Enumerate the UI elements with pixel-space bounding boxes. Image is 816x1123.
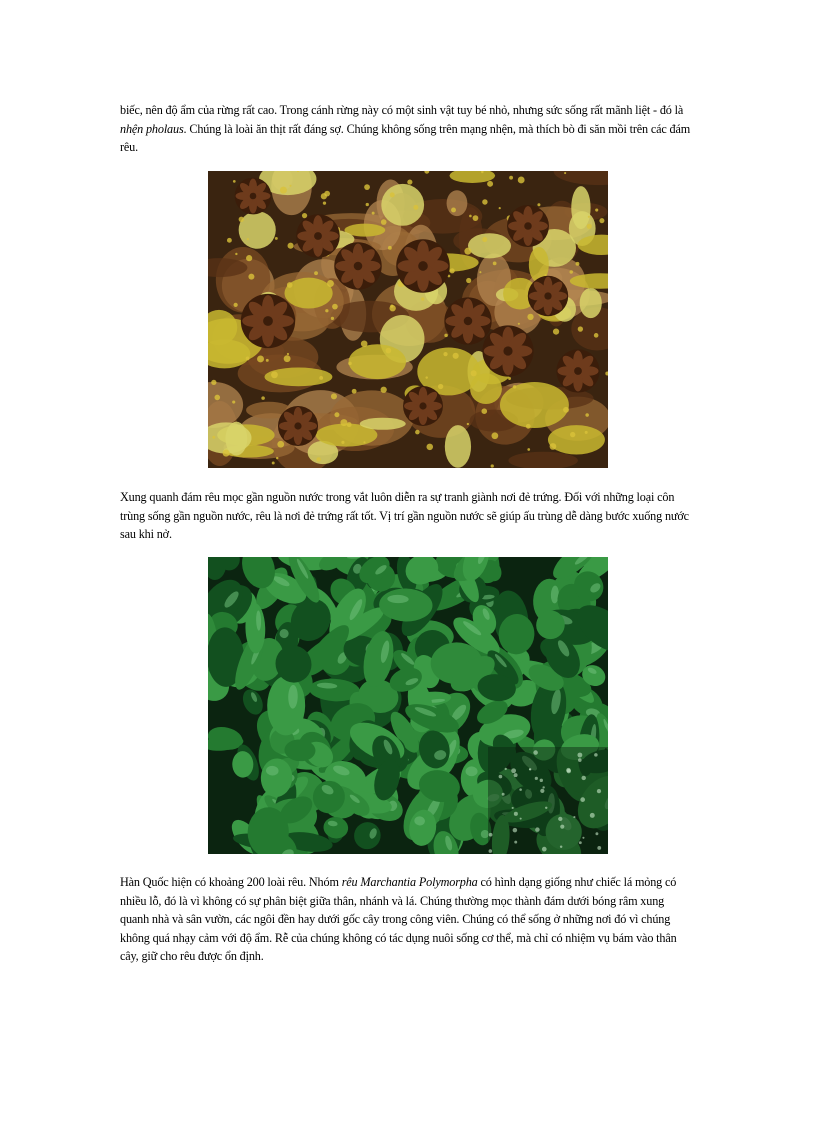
p1-text-before: biếc, nên độ ẩm của rừng rất cao. Trong cánh rừng này có một sinh vật tuy bé nhỏ, nhưng sức sống rất mãnh liệt - đó là [120, 103, 684, 117]
p1-text-after: . Chúng là loài ăn thịt rất đáng sợ. Chúng không sống trên mạng nhện, mà thích bò đi săn mồi trên các đám rêu. [120, 121, 691, 154]
moss-photo-green-liverwort-canvas [208, 557, 608, 854]
moss-photo-brown-yellow [208, 171, 608, 468]
p3-text-before: Hàn Quốc hiện có khoảng 200 loài rêu. Nhóm [120, 875, 342, 889]
p1-italic-species: nhện pholaus [120, 121, 184, 136]
paragraph-marchantia-polymorpha [120, 873, 695, 966]
p3-text-after: có hình dạng giống như chiếc lá mỏng có nhiều lỗ, đó là vì không có sự phân biệt giữa thân, nhánh và lá. Chúng thường mọc thành đám dưới bóng râm xung quanh nhà và sân vườn, các ngôi đền hay dưới gốc cây trong công viên. Chúng có thể sống ở những nơi đó vì chúng không quá nhạy cảm với độ ẩm. Rễ của chúng không có tác dụng nuôi sống cơ thể, mà chỉ có nhiệm vụ bám vào thân cây, giữ cho rêu được ổn định. [120, 875, 677, 963]
moss-photo-green-liverwort [208, 557, 608, 854]
paragraph-pholaus-spider [120, 101, 695, 157]
moss-photo-brown-yellow-canvas [208, 171, 608, 468]
p3-italic-species: rêu Marchantia Polymorpha [341, 875, 478, 889]
paragraph-insect-breeding [120, 488, 695, 544]
p2-text: Xung quanh đám rêu mọc gần nguồn nước trong vắt luôn diễn ra sự tranh giành nơi đẻ trứng. Đối với những loại côn trùng sống gần nguồn nước, rêu là nơi đẻ trứng rất tốt. Vị trí gần nguồn nước sẽ giúp ấu trùng dễ dàng bước xuống nước sau khi nở. [120, 490, 689, 541]
